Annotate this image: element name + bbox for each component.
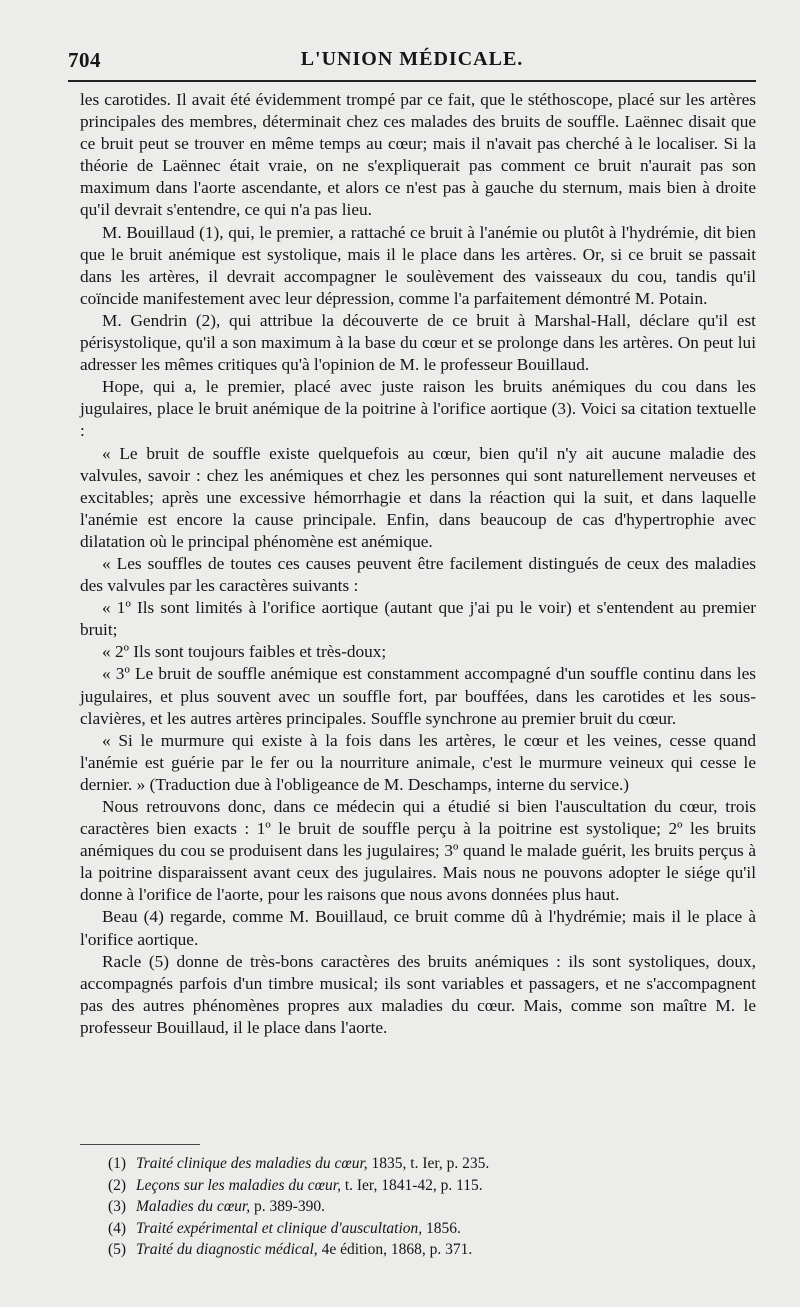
footnote-rule	[80, 1144, 200, 1145]
footnote-number: (3)	[108, 1198, 127, 1215]
footnote	[108, 1196, 748, 1218]
footnote	[108, 1153, 748, 1175]
page-header	[68, 44, 756, 72]
footnote-number: (2)	[108, 1176, 127, 1194]
footnote-title: Leçons sur les maladies du cœur,	[136, 1176, 341, 1194]
header-rule	[68, 80, 756, 82]
footnote-details: 1856.	[422, 1219, 461, 1237]
paragraph: M. Bouillaud (1), qui, le premier, a rattaché ce bruit à l'anémie ou plutôt à l'hydrémie, dit bien que le bruit anémique est systolique, mais il le place dans les artères. Or, si ce bruit se passait dans les artères, il devrait accompagner le soulèvement des vaisseaux du cou, tandis qu'il coïncide manifestement avec leur dépression, comme l'a parfaitement démontré M. Potain.	[80, 222, 756, 308]
paragraph: Hope, qui a, le premier, placé avec juste raison les bruits anémiques du cou dans les jugulaires, place le bruit anémique de la poitrine à l'orifice aortique (3). Voici sa citation textuelle :	[80, 377, 756, 441]
paragraph: M. Gendrin (2), qui attribue la découverte de ce bruit à Marshal-Hall, déclare qu'il est périsystolique, qu'il a son maximum à la base du cœur et se prolonge dans les artères. On peut lui adresser les mêmes critiques qu'à l'opinion de M. le professeur Bouillaud.	[80, 310, 756, 375]
footnote-details: t. Ier, 1841-42, p. 115.	[340, 1176, 483, 1194]
quote-paragraph: « 2º Ils sont toujours faibles et très-doux;	[102, 642, 387, 662]
footnote-details: p. 389-390.	[250, 1198, 326, 1215]
quote-paragraph: « Le bruit de souffle existe quelquefois au cœur, bien qu'il n'y ait aucune maladie des valvules, savoir : chez les anémiques et chez les personnes qui sont naturellement nerveuses et excitables; après une excessive hémorrhagie et dans la réaction qui la suit, et dans laquelle l'anémie est encore la cause principale. Enfin, dans beaucoup de cas d'hypertrophie avec dilatation où le principal phénomène est anémique.	[80, 443, 756, 551]
quote-paragraph: « Les souffles de toutes ces causes peuvent être facilement distingués de ceux des maladies des valvules par les caractères suivants :	[80, 553, 756, 596]
footnote	[108, 1175, 748, 1197]
quote-paragraph: « 1º Ils sont limités à l'orifice aortique (autant que j'ai pu le voir) et s'entendent au premier bruit;	[80, 598, 756, 640]
footnote	[108, 1239, 748, 1261]
footnote-details: 4e édition, 1868, p. 371.	[317, 1241, 473, 1258]
footnotes	[108, 1153, 748, 1261]
footnote-title: Traité clinique des maladies du cœur,	[136, 1155, 368, 1172]
quote-paragraph: « 3º Le bruit de souffle anémique est constamment accompagné d'un souffle continu dans les jugulaires, et plus souvent avec un souffle fort, par bouffées, dans les carotides et les sous-clavières, et les autres artères principales. Souffle synchrone au premier bruit du cœur.	[80, 664, 756, 728]
footnote-title: Maladies du cœur,	[136, 1198, 251, 1215]
body-text	[80, 89, 756, 1039]
footnote-details: 1835, t. Ier, p. 235.	[367, 1155, 490, 1172]
footnote-title: Traité expérimental et clinique d'auscultation,	[136, 1219, 423, 1237]
footnote-number: (5)	[108, 1241, 127, 1258]
page-number: 704	[68, 48, 101, 72]
footnote-number: (4)	[108, 1219, 127, 1237]
footnote-number: (1)	[108, 1155, 127, 1172]
running-title: L'UNION MÉDICALE.	[300, 48, 524, 70]
footnote	[108, 1218, 748, 1240]
paragraph: Nous retrouvons donc, dans ce médecin qui a étudié si bien l'auscultation du cœur, trois caractères bien exacts : 1º le bruit de souffle perçu à la poitrine est systolique; 2º les bruits anémiques du cou se produisent dans les jugulaires; 3º quand le malade guérit, les bruits perçus à la poitrine disparaissent avant ceux des jugulaires. Mais nous ne pouvons adopter le siége qu'il donne à l'orifice de l'aorte, pour les raisons que nous avons données plus haut.	[80, 797, 756, 905]
paragraph: Racle (5) donne de très-bons caractères des bruits anémiques : ils sont systoliques, doux, accompagnés parfois d'un timbre musical; ils sont variables et passagers, et ne s'accompagnent pas des autres phénomènes propres aux maladies du cœur. Mais, comme son maître M. le professeur Bouillaud, il le place dans l'aorte.	[80, 951, 756, 1037]
paragraph: les carotides. Il avait été évidemment trompé par ce fait, que le stéthoscope, placé sur les artères principales des membres, déterminait chez ces malades des bruits de souffle. Laënnec disait que ce bruit peut se trouver en même temps au cœur; mais il n'avait pas cherché à le localiser. Si la théorie de Laënnec était vraie, on ne s'expliquerait pas comment ce bruit n'aurait pas son maximum dans l'aorte ascendante, et alors ce n'est pas à gauche du sternum, mais bien à droite qu'il devrait s'entendre, ce qui n'a pas lieu.	[80, 90, 756, 220]
paragraph: Beau (4) regarde, comme M. Bouillaud, ce bruit comme dû à l'hydrémie; mais il le place à l'orifice aortique.	[80, 907, 756, 949]
quote-paragraph: « Si le murmure qui existe à la fois dans les artères, le cœur et les veines, cesse quand l'anémie est guérie par le fer ou la nourriture animale, c'est le murmure veineux qui cesse le dernier. » (Traduction due à l'obligeance de M. Deschamps, interne du service.)	[80, 730, 756, 794]
footnote-title: Traité du diagnostic médical,	[136, 1241, 318, 1258]
